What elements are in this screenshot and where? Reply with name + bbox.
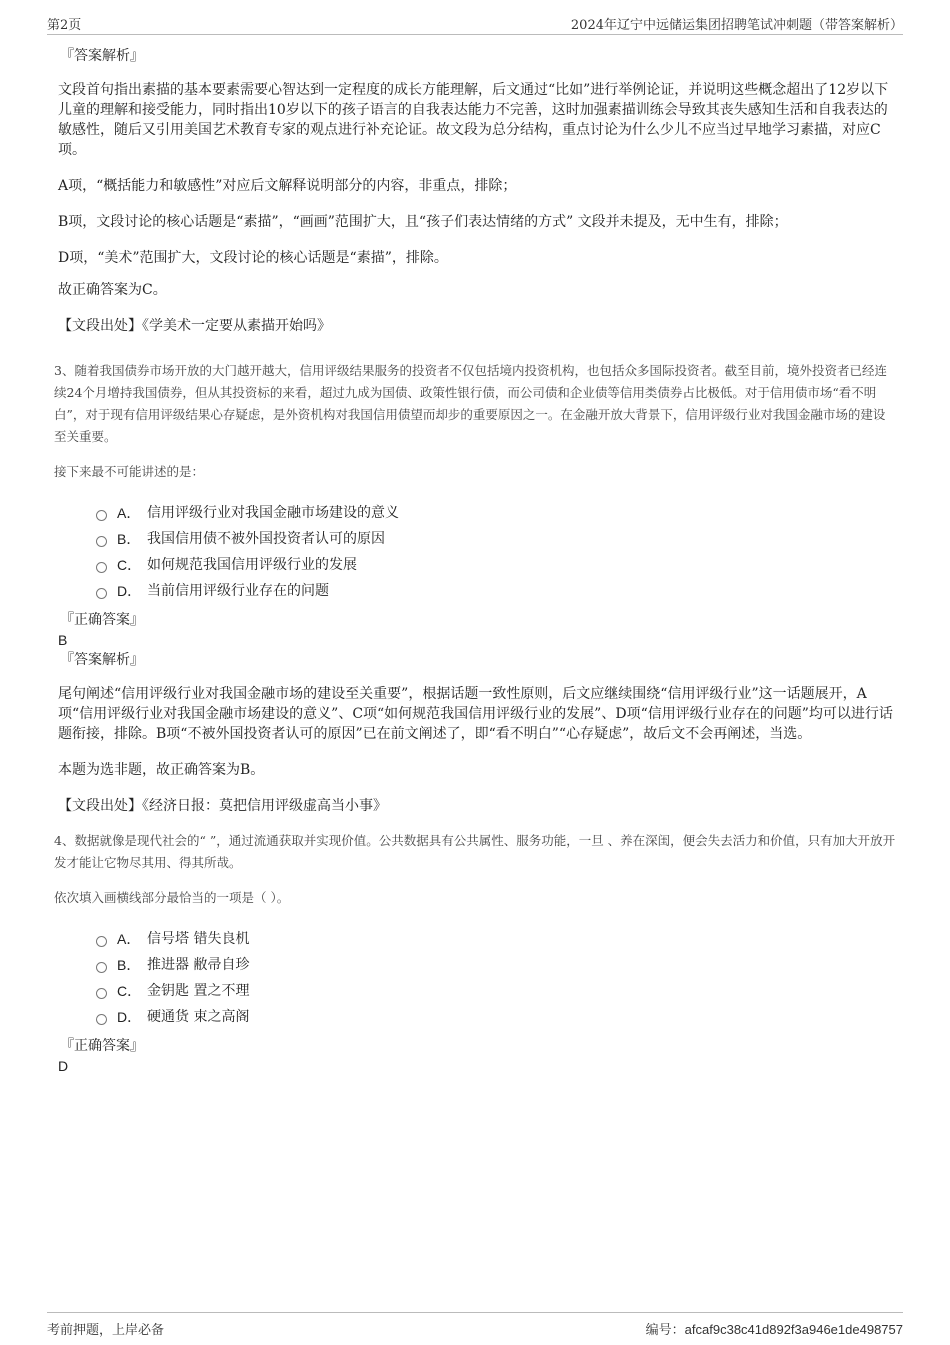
radio-icon[interactable] — [96, 510, 107, 521]
question-4-options — [96, 926, 896, 1030]
analysis-paragraph: 尾句阐述“信用评级行业对我国金融市场的建设至关重要”，根据话题一致性原则，后文应继续围绕“信用评级行业”这一话题展开，A项“信用评级行业对我国金融市场建设的意义”、C项“如何规范我国信用评级行业的发展”、D项“信用评级行业存在的问题”均可以进行话题衔接，排除。B项“不被外国投资者认可的原因”已在前文阐述了，即“看不明白”“心存疑虑”，故后文不会再阐述，当选。 — [58, 686, 893, 742]
analysis-paragraph: 文段首句指出素描的基本要素需要心智达到一定程度的成长方能理解，后文通过“比如”进行举例论证，并说明这些概念超出了12岁以下儿童的理解和接受能力，同时指出10岁以下的孩子语言的自我表达能力不完善，这时加强素描训练会导致其丧失感知生活和自我表达的敏感性，随后又引用美国艺术教育专家的观点进行补充论证。故文段为总分结构，重点讨论为什么少儿不应当过早地学习素描，对应C项。 — [58, 82, 889, 158]
document-code: 编号：afcaf9c38c41d892f3a946e1de498757 — [645, 1322, 903, 1337]
question-3-prompt: 接下来最不可能讲述的是： — [54, 464, 205, 479]
radio-icon[interactable] — [96, 562, 107, 573]
option-a[interactable]: A． 信号塔 错失良机 — [96, 926, 896, 952]
radio-icon[interactable] — [96, 1014, 107, 1025]
option-d[interactable]: D． 硬通货 束之高阁 — [96, 1004, 896, 1030]
option-b[interactable]: B． 推进器 敝帚自珍 — [96, 952, 896, 978]
question-4-stem: 4、数据就像是现代社会的“ ”，通过流通获取并实现价值。公共数据具有公共属性、服务功能，一旦 、养在深闺，便会失去活力和价值，只有加大开放开发才能让它物尽其用、得其所哉。 — [54, 833, 896, 870]
correct-answer-label: 『正确答案』 — [60, 612, 144, 628]
radio-icon[interactable] — [96, 936, 107, 947]
analysis-conclusion: 本题为选非题，故正确答案为B。 — [58, 762, 265, 778]
page-content — [54, 46, 896, 1076]
radio-icon[interactable] — [96, 962, 107, 973]
question-4-prompt: 依次填入画横线部分最恰当的一项是（ ）。 — [54, 890, 290, 905]
option-c[interactable]: C． 如何规范我国信用评级行业的发展 — [96, 552, 896, 578]
radio-icon[interactable] — [96, 988, 107, 999]
option-b[interactable]: B． 我国信用债不被外国投资者认可的原因 — [96, 526, 896, 552]
page-header — [47, 14, 903, 35]
analysis-label: 『答案解析』 — [60, 48, 144, 64]
page-footer — [47, 1312, 903, 1340]
analysis-option-a: A项，“概括能力和敏感性”对应后文解释说明部分的内容，非重点，排除； — [58, 178, 517, 194]
footer-slogan: 考前押题，上岸必备 — [47, 1323, 165, 1338]
analysis-option-d: D项，“美术”范围扩大，文段讨论的核心话题是“素描”，排除。 — [58, 250, 448, 266]
analysis-conclusion: 故正确答案为C。 — [58, 282, 167, 298]
option-d[interactable]: D． 当前信用评级行业存在的问题 — [96, 578, 896, 604]
analysis-label: 『答案解析』 — [60, 652, 144, 668]
correct-answer: D — [58, 1058, 69, 1074]
radio-icon[interactable] — [96, 536, 107, 547]
correct-answer-label: 『正确答案』 — [60, 1038, 144, 1054]
page-number: 第2页 — [47, 18, 82, 33]
radio-icon[interactable] — [96, 588, 107, 599]
question-3-options — [96, 500, 896, 604]
source-citation: 【文段出处】《学美术一定要从素描开始吗》 — [58, 318, 331, 334]
analysis-option-b: B项，文段讨论的核心话题是“素描”，“画画”范围扩大，且“孩子们表达情绪的方式” 文段并未提及，无中生有，排除； — [58, 214, 788, 230]
question-3-stem: 3、随着我国债券市场开放的大门越开越大，信用评级结果服务的投资者不仅包括境内投资机构，也包括众多国际投资者。截至目前，境外投资者已经连续24个月增持我国债券，但从其投资标的来看，超过九成为国债、政策性银行债，而公司债和企业债等信用类债券占比极低。对于信用债市场“看不明白”，对于现有信用评级结果心存疑虑，是外资机构对我国信用债望而却步的重要原因之一。在金融开放大背景下，信用评级行业对我国金融市场的建设至关重要。 — [54, 363, 887, 444]
option-c[interactable]: C． 金钥匙 置之不理 — [96, 978, 896, 1004]
document-title: 2024年辽宁中远储运集团招聘笔试冲刺题（带答案解析） — [570, 18, 903, 33]
source-citation: 【文段出处】《经济日报：莫把信用评级虚高当小事》 — [58, 798, 387, 814]
correct-answer: B — [58, 632, 68, 648]
option-a[interactable]: A． 信用评级行业对我国金融市场建设的意义 — [96, 500, 896, 526]
